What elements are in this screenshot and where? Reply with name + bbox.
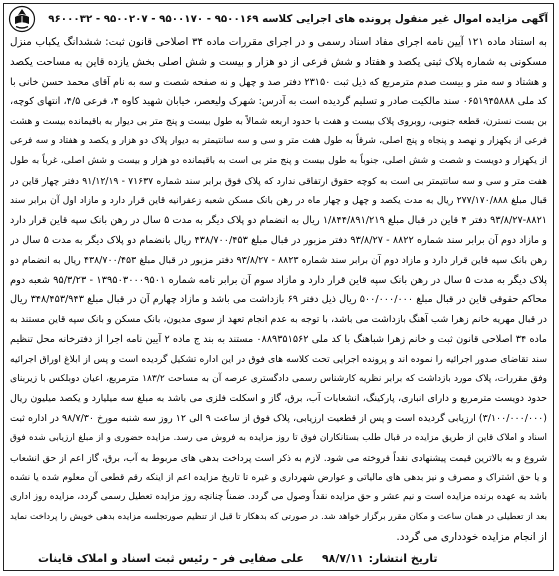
notice-title: آگهی مزایده اموال غیر منقول پرونده های اجرایی کلاسه ۹۵۰۰۱۶۹ - ۹۵۰۰۱۷۰ - ۹۵۰۰۲۰۷ - ۹۶۰۰۰۳۲	[48, 12, 548, 25]
body-line: ۹۳/۸/۲۷-۸۸۲۱ دفتر ۴ قاین در قبال مبلغ ۱/۸۴۴/۸۹۱/۲۱۹ ریال به انضمام دو پلاک دیگر به مدت ۵ سال در رهن بانک سپه قاین قرار دارد	[10, 215, 547, 227]
body-line: سند تقاضای صدور اجرائیه را نموده اند و پرونده اجرایی تحت کلاسه های فوق در این اداره تشکیل گردیده است و پس از ابلاغ اوراق اجرائیه	[10, 353, 547, 365]
body-line: ماده ۳۴ اصلاحی قانون ثبت و خانم زهرا شباهنگ با کد ملی ۰۸۸۹۳۵۱۵۶۲ مستند به بند ج ماده ۲ آیین نامه اجرا از دفترخانه محل تنظیم	[10, 333, 547, 345]
body-line: از یکهزار و دویست و شصت و شش اصلی، جنوباً به طول بیست و پنج متر بی است به باقیمانده دو هزار و بیست و شش اصلی، غرباً به طول	[10, 155, 547, 166]
body-line: کد ملی ۰۶۵۱۹۴۵۸۸۸ سند مالکیت صادر و تسلیم گردیده است به آدرس: شهرک ولیعصر، خیابان شهید کاوه ۴، فرعی ۴/۵، انتهای کوچه،	[10, 96, 547, 108]
body-line: (۳/۱۰۰/۰۰۰/۰۰۰) ارزیابی گردیده است و پس از قطعیت ارزیابی، پلاک فوق از ساعت ۹ الی ۱۲ روز سه شنبه مورخ ۹۸/۷/۳۰ در اداره ثبت	[10, 413, 547, 425]
publish-date-label: تاریخ انتشار:	[368, 552, 438, 565]
body-line: وفق مقررات، پلاک مورد بازداشت که برابر نظریه کارشناس رسمی دادگستری عرصه آن به مساحت ۱۸۳/۲ مترمربع، اعیان دوبلکس با زیربنای	[10, 373, 547, 384]
notice-header	[8, 5, 548, 32]
body-line: پلاک دیگر به مدت ۵ سال در رهن بانک سپه قاین قرار دارد و مازاد سوم آن برابر نامه شماره ۱۳۹۵۰۳۰۰۰۹۵۰۱ - ۹۵/۳/۲۳ شعبه دوم	[10, 274, 547, 286]
body-line: اسناد و املاک قاین از طریق مزایده در قبال طلب بستانکاران فوق تا روز مزایده به فروش می رسد. مزایده حضوری و از مبلغ ارزیابی شده فوق	[10, 432, 547, 443]
publish-date-group	[322, 549, 438, 569]
body-line: و مازاد دوم آن برابر سند شماره ۸۸۲۲ - ۹۳/۸/۲۷ دفتر مزبور در قبال مبلغ ۴۳۸/۷۰۰/۴۵۳ ریال بانضمام دو پلاک دیگر به مدت ۵ سال در	[10, 234, 547, 246]
body-line: و هشتاد و سه متر و بیست صدم مترمربع که ذیل ثبت ۲۳۱۵۰ دفتر صد و چهل و نه صفحه شصت و سه به نام آقای محمد حسن خانی با	[10, 76, 547, 88]
publish-date: ۹۸/۷/۱۱	[321, 552, 364, 565]
body-line: بن بست نسترن، قطعه جنوبی، روبروی پلاک بیست و هفت با حدود اربعه شمالاً به طول بیست و پنج متر بی دیوار به باقیمانده بیست و هشت	[10, 116, 547, 128]
body-line-last: از انجام مزایده خودداری می گردد.	[396, 530, 547, 543]
signature: علی صفایی فر - رئیس ثبت اسناد و املاک قاینات	[38, 552, 304, 565]
notice-body	[10, 33, 547, 548]
body-line: حدود دویست مترمربع و دارای انباری، پارکینگ، انشعابات آب، برق، گاز و اسکلت فلزی می باشد به مبلغ سه میلیارد و یکصد میلیون ریال	[10, 393, 547, 405]
body-line: هفت متر و سی و سه سانتیمتر بی است به کوچه حقوق ارتفاقی ندارد که پلاک فوق برابر سند شماره ۷۱۶۳۷ - ۹۱/۱۲/۱۹ دفتر چهار قاین در	[10, 175, 547, 187]
body-line: فرعی از یکهزار و نهصد و پنجاه و پنج اصلی، شرقاً به طول هفت متر و سی و سه سانتیمتر به دیوار پلاک دو هزار و یکصد و هفتاد و سه فرعی	[10, 135, 547, 146]
body-line: بعد از تعطیلی در همان ساعت و مکان مقرر برگزار خواهد شد. در صورتی که بدهکار تا قبل از تنظیم صورتجلسه مزایده بدهی خویش را پرداخت نماید	[10, 512, 547, 523]
body-line: محاکم حقوقی قاین در قبال مبلغ ۵۰۰/۰۰۰/۰۰۰ ریال ذیل دفتر ۶۹ بازداشت می باشد و مازاد چهارم آن در قبال مبلغ ۳۴۸/۴۵۳/۹۴۳ ریال	[10, 294, 547, 306]
body-line: رهن بانک سپه قاین قرار دارد و مازاد دوم آن برابر سند شماره ۸۸۲۳ - ۹۳/۸/۲۷ دفتر مزبور در قبال مبلغ ۴۳۸/۷۰۰/۴۵۳ ریال به انضمام دو	[10, 254, 547, 266]
notice-frame	[3, 3, 554, 571]
body-line: قبال مبلغ ۲۷۷/۱۷۰/۸۸۸ ریال به مدت یکصد و چهل و چهار ماه در رهن بانک مسکن شعبه زعفرانیه قاین قرار دارد و مازاد اول آن برابر سند	[10, 195, 547, 207]
body-line: در قبال مهریه خانم زهرا شب آهنگ بازداشت می باشد، با توجه به عدم انجام تعهد از سوی مدیون، بانک مسکن و بانک سپه قاین مستند به	[10, 314, 547, 326]
notice-footer	[10, 549, 547, 569]
body-line: و یا حق اشتراک و مصرف و نیز بدهی های مالیاتی و عوارض شهرداری و غیره تا تاریخ مزایده اعم از اینکه رقم قطعی آن معلوم شده یا نشده	[10, 472, 547, 483]
registry-emblem-icon	[8, 5, 36, 33]
body-line: شروع و به بالاترین قیمت پیشنهادی نقداً فروخته می شود. لازم به ذکر است پرداخت بدهی های مربوط به آب، برق، گاز اعم از حق انشعاب	[10, 452, 547, 464]
body-line: مسکونی به شماره پلاک ثبتی یکصد و هفتاد و شش فرعی از دو هزار و بیست و شش اصلی بخش یازده قاین به مساحت یکصد	[10, 55, 547, 68]
body-line: به استناد ماده ۱۲۱ آیین نامه اجرای مفاد اسناد رسمی و در اجرای مقررات ماده ۳۴ اصلاحی قانون ثبت: ششدانگ یکباب منزل	[10, 36, 547, 48]
body-line: باشد به عهده برنده مزایده است و نیم عشر و حق مزایده نقداً وصول می گردد. ضمناً چنانچه روز مزایده تعطیل رسمی گردد، مزایده روز اداری	[10, 492, 547, 503]
